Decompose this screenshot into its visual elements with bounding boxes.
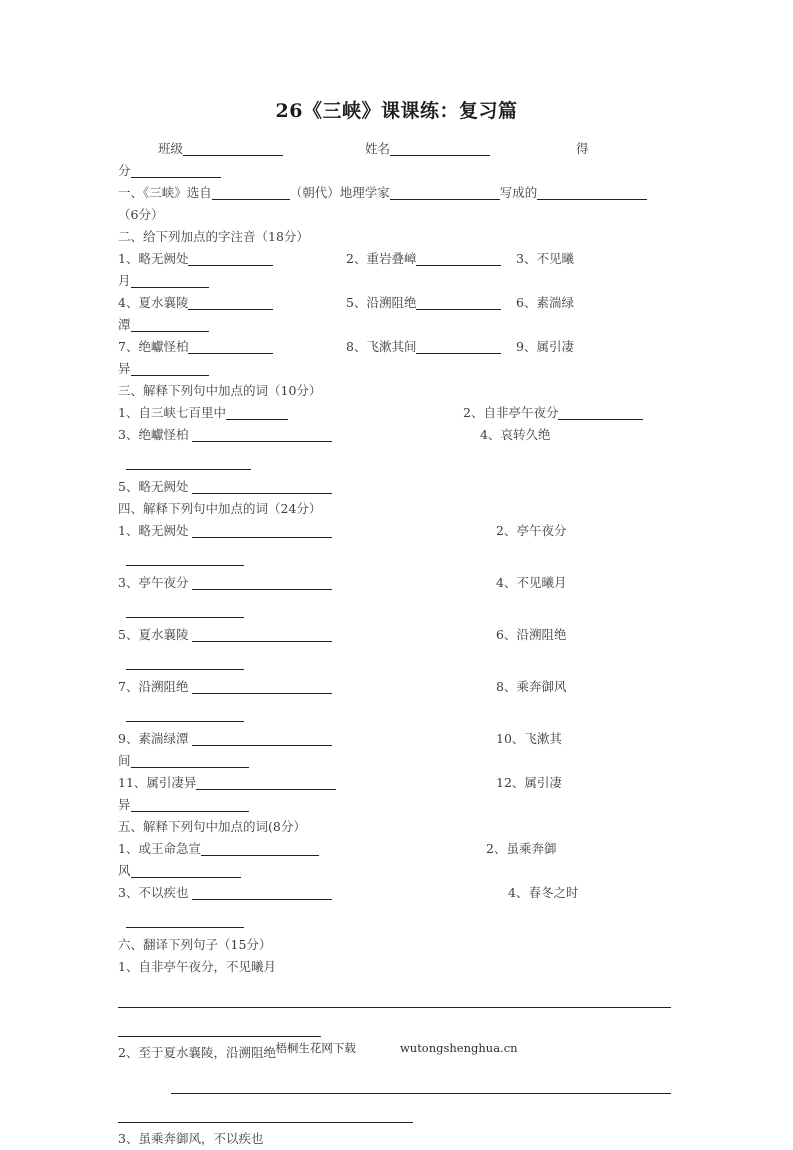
section-6-heading-text: 六、翻译下列句子（15分） bbox=[118, 937, 272, 952]
answer-blank[interactable] bbox=[188, 342, 273, 354]
section-4-heading bbox=[118, 498, 674, 520]
section-1-mid-1: （朝代）地理学家 bbox=[289, 185, 390, 200]
section-3-row-2-answer bbox=[118, 446, 674, 476]
section-3-heading bbox=[118, 380, 674, 402]
section-6-row-1 bbox=[118, 956, 674, 978]
item-text: 月 bbox=[118, 273, 131, 288]
section-1-points-line bbox=[118, 204, 674, 226]
answer-blank[interactable] bbox=[118, 1111, 413, 1123]
section-1-mid-2: 写成的 bbox=[499, 185, 538, 200]
item-text: 重岩叠嶂 bbox=[366, 251, 417, 266]
section-1-heading bbox=[118, 182, 674, 204]
section-3-row-1 bbox=[118, 402, 674, 424]
item-text: 至于夏水襄陵，沿溯阻绝 bbox=[138, 1045, 276, 1060]
item-no: 3、 bbox=[118, 427, 139, 442]
section-4-row-1-answer bbox=[118, 542, 674, 572]
item-text: 属引凄 bbox=[524, 775, 562, 790]
item-no: 12、 bbox=[496, 775, 525, 790]
item-no: 5、 bbox=[118, 627, 139, 642]
section-4-row-2 bbox=[118, 572, 674, 594]
item-no: 6、 bbox=[516, 295, 537, 310]
item-text: 乘奔御风 bbox=[516, 679, 567, 694]
answer-blank[interactable] bbox=[192, 482, 332, 494]
item-text: 绝巘怪柏 bbox=[138, 427, 189, 442]
section-5-row-1 bbox=[118, 838, 674, 860]
item-no: 6、 bbox=[496, 627, 517, 642]
section-6-row-1-answer-short bbox=[118, 1012, 674, 1042]
answer-blank[interactable] bbox=[192, 682, 332, 694]
item-no: 9、 bbox=[516, 339, 537, 354]
item-text: 亭午夜分 bbox=[516, 523, 567, 538]
item-text: 沿溯阻绝 bbox=[366, 295, 417, 310]
item-text: 属引凄 bbox=[536, 339, 574, 354]
section-4-row-2-answer bbox=[118, 594, 674, 624]
item-no: 5、 bbox=[346, 295, 367, 310]
answer-blank[interactable] bbox=[416, 298, 501, 310]
item-no: 3、 bbox=[118, 1131, 139, 1146]
answer-blank[interactable] bbox=[192, 734, 332, 746]
score-label-part1: 得 bbox=[575, 141, 589, 156]
item-text: 夏水襄陵 bbox=[138, 627, 189, 642]
section-1-blank-3[interactable] bbox=[537, 188, 647, 200]
item-text: 亭午夜分 bbox=[138, 575, 189, 590]
item-no: 1、 bbox=[118, 405, 139, 420]
item-no: 2、 bbox=[463, 405, 484, 420]
item-no: 10、 bbox=[496, 731, 525, 746]
answer-blank[interactable] bbox=[131, 866, 241, 878]
section-2-row-1 bbox=[118, 248, 674, 270]
page-title: 26《三峡》课课练：复习篇 bbox=[275, 100, 518, 122]
item-text: 不见曦月 bbox=[516, 575, 567, 590]
answer-blank[interactable] bbox=[192, 630, 332, 642]
item-no: 5、 bbox=[118, 479, 139, 494]
name-blank[interactable] bbox=[390, 144, 490, 156]
section-2-row-2 bbox=[118, 292, 674, 314]
item-text: 飞漱其间 bbox=[366, 339, 417, 354]
section-4-heading-text: 四、解释下列句中加点的词（24分） bbox=[118, 501, 322, 516]
footer-site-url: wutongshenghua.cn bbox=[399, 1041, 518, 1055]
section-6-row-2-answer-long bbox=[118, 1064, 674, 1098]
item-text: 不以疾也 bbox=[138, 885, 189, 900]
item-no: 1、 bbox=[118, 523, 139, 538]
item-text: 略无阙处 bbox=[138, 251, 189, 266]
item-no: 1、 bbox=[118, 841, 139, 856]
section-1-points: （6分） bbox=[118, 207, 164, 222]
section-5-heading-text: 五、解释下列句中加点的词(8分） bbox=[118, 819, 306, 834]
item-no: 7、 bbox=[118, 339, 139, 354]
name-label: 姓名 bbox=[364, 141, 390, 156]
answer-blank[interactable] bbox=[131, 364, 209, 376]
page-footer bbox=[0, 1040, 793, 1056]
item-no: 2、 bbox=[346, 251, 367, 266]
answer-blank[interactable] bbox=[131, 276, 209, 288]
item-text: 夏水襄陵 bbox=[138, 295, 189, 310]
answer-blank[interactable] bbox=[126, 606, 244, 618]
answer-blank[interactable] bbox=[416, 254, 501, 266]
section-2-heading-text: 二、给下列加点的字注音（18分） bbox=[118, 229, 309, 244]
class-blank[interactable] bbox=[183, 144, 283, 156]
section-4-row-6-cont bbox=[118, 794, 674, 816]
item-text: 素湍绿潭 bbox=[138, 731, 189, 746]
score-line bbox=[118, 160, 674, 182]
section-6-row-2-answer-short bbox=[118, 1098, 674, 1128]
item-no: 11、 bbox=[118, 775, 147, 790]
footer-site-name: 梧桐生花网下载 bbox=[275, 1041, 356, 1055]
item-no: 3、 bbox=[516, 251, 537, 266]
item-text: 异 bbox=[118, 361, 131, 376]
section-4-row-3-answer bbox=[118, 646, 674, 676]
answer-blank[interactable] bbox=[196, 778, 336, 790]
item-text: 不见曦 bbox=[536, 251, 574, 266]
item-no: 4、 bbox=[118, 295, 139, 310]
answer-blank[interactable] bbox=[118, 1025, 321, 1037]
answer-blank[interactable] bbox=[192, 578, 332, 590]
answer-blank[interactable] bbox=[558, 408, 643, 420]
item-no: 3、 bbox=[118, 885, 139, 900]
section-4-row-5-cont bbox=[118, 750, 674, 772]
item-text: 潭 bbox=[118, 317, 131, 332]
section-1-heading-text: 一、《三峡》选自 bbox=[118, 185, 212, 200]
item-text: 略无阙处 bbox=[138, 523, 189, 538]
answer-blank[interactable] bbox=[131, 800, 249, 812]
section-4-row-6 bbox=[118, 772, 674, 794]
item-no: 9、 bbox=[118, 731, 139, 746]
section-2-row-3-cont bbox=[118, 358, 674, 380]
item-no: 4、 bbox=[480, 427, 501, 442]
section-5-row-1-cont bbox=[118, 860, 674, 882]
item-text: 或王命急宣 bbox=[138, 841, 201, 856]
item-no: 4、 bbox=[508, 885, 529, 900]
item-text: 自三峡七百里中 bbox=[138, 405, 226, 420]
item-text: 绝巘怪柏 bbox=[138, 339, 189, 354]
score-label-part2: 分 bbox=[118, 163, 131, 178]
item-no: 2、 bbox=[496, 523, 517, 538]
answer-blank[interactable] bbox=[126, 458, 251, 470]
section-5-heading bbox=[118, 816, 674, 838]
item-no: 2、 bbox=[486, 841, 507, 856]
answer-blank[interactable] bbox=[126, 710, 244, 722]
class-label: 班级 bbox=[157, 141, 183, 156]
item-text: 哀转久绝 bbox=[500, 427, 551, 442]
section-4-row-3 bbox=[118, 624, 674, 646]
answer-blank[interactable] bbox=[126, 916, 244, 928]
item-no: 2、 bbox=[118, 1045, 139, 1060]
item-no: 8、 bbox=[346, 339, 367, 354]
item-no: 8、 bbox=[496, 679, 517, 694]
item-text: 素湍绿 bbox=[536, 295, 574, 310]
item-text: 虽乘奔御风，不以疾也 bbox=[138, 1131, 264, 1146]
section-4-row-4 bbox=[118, 676, 674, 698]
section-4-row-4-answer bbox=[118, 698, 674, 728]
answer-blank[interactable] bbox=[226, 408, 288, 420]
answer-blank[interactable] bbox=[192, 526, 332, 538]
section-6-row-3 bbox=[118, 1128, 674, 1150]
answer-blank[interactable] bbox=[126, 554, 244, 566]
answer-blank[interactable] bbox=[126, 658, 244, 670]
item-text: 属引凄异 bbox=[146, 775, 197, 790]
answer-blank[interactable] bbox=[131, 756, 249, 768]
answer-blank[interactable] bbox=[188, 254, 273, 266]
item-text: 沿溯阻绝 bbox=[138, 679, 189, 694]
answer-blank[interactable] bbox=[416, 342, 501, 354]
item-text: 略无阙处 bbox=[138, 479, 189, 494]
section-5-row-2-answer bbox=[118, 904, 674, 934]
item-text: 自非亭午夜分，不见曦月 bbox=[138, 959, 276, 974]
section-1-blank-1[interactable] bbox=[212, 188, 290, 200]
item-text: 沿溯阻绝 bbox=[516, 627, 567, 642]
answer-blank-long[interactable] bbox=[171, 1082, 671, 1094]
section-2-row-3 bbox=[118, 336, 674, 358]
item-text: 自非亭午夜分 bbox=[483, 405, 559, 420]
item-text: 春冬之时 bbox=[528, 885, 579, 900]
worksheet-body bbox=[118, 138, 674, 1150]
section-6-row-1-answer-long bbox=[118, 978, 674, 1012]
score-blank[interactable] bbox=[131, 166, 221, 178]
section-1-blank-2[interactable] bbox=[390, 188, 500, 200]
answer-blank[interactable] bbox=[188, 298, 273, 310]
section-2-heading bbox=[118, 226, 674, 248]
answer-blank[interactable] bbox=[192, 888, 332, 900]
item-text: 虽乘奔御 bbox=[506, 841, 557, 856]
section-6-heading bbox=[118, 934, 674, 956]
item-text: 飞漱其 bbox=[524, 731, 562, 746]
item-no: 4、 bbox=[496, 575, 517, 590]
section-3-row-2 bbox=[118, 424, 674, 446]
section-2-row-1-cont bbox=[118, 270, 674, 292]
section-4-row-1 bbox=[118, 520, 674, 542]
section-5-row-2 bbox=[118, 882, 674, 904]
item-no: 1、 bbox=[118, 959, 139, 974]
answer-blank-long[interactable] bbox=[118, 996, 671, 1008]
answer-blank[interactable] bbox=[131, 320, 209, 332]
answer-blank[interactable] bbox=[192, 430, 332, 442]
item-no: 1、 bbox=[118, 251, 139, 266]
section-3-heading-text: 三、解释下列句中加点的词（10分） bbox=[118, 383, 322, 398]
section-2-row-2-cont bbox=[118, 314, 674, 336]
item-text: 异 bbox=[118, 797, 131, 812]
item-no: 7、 bbox=[118, 679, 139, 694]
item-no: 3、 bbox=[118, 575, 139, 590]
item-text: 间 bbox=[118, 753, 131, 768]
student-info-line bbox=[118, 138, 674, 160]
section-4-row-5 bbox=[118, 728, 674, 750]
item-text: 风 bbox=[118, 863, 131, 878]
answer-blank[interactable] bbox=[201, 844, 319, 856]
section-3-row-3 bbox=[118, 476, 674, 498]
